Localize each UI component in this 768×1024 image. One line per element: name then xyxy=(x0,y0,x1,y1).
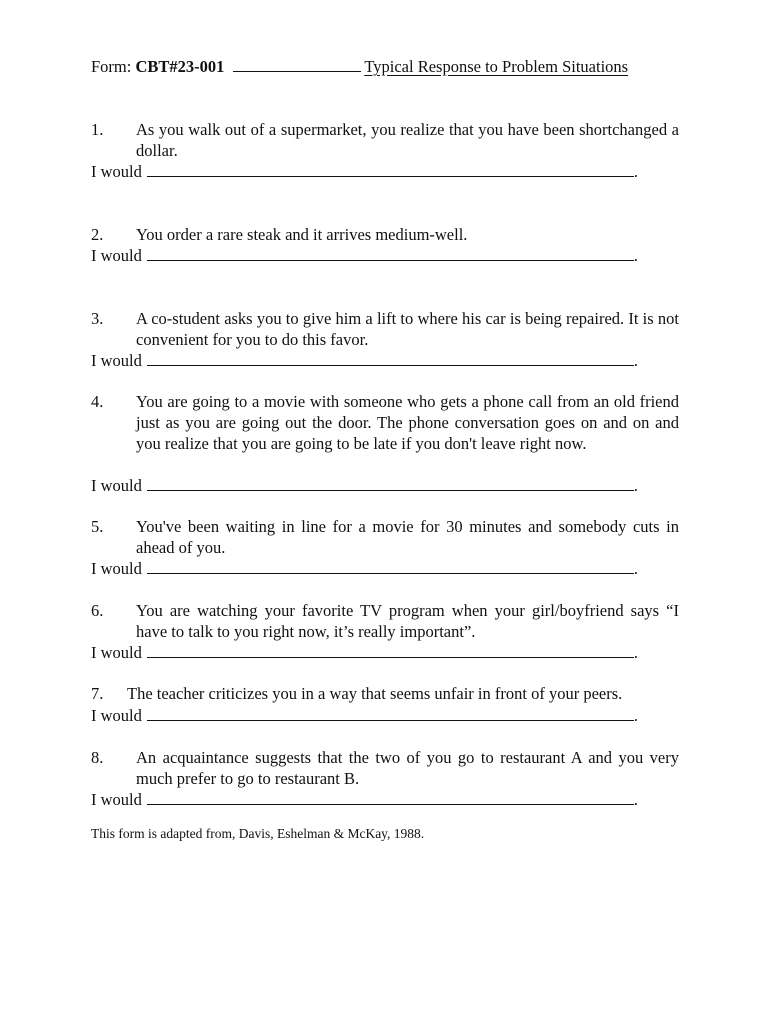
answer-prompt: I would xyxy=(91,559,142,578)
answer-end: . xyxy=(633,643,638,662)
answer-line-8[interactable] xyxy=(91,789,651,810)
question-number: 5. xyxy=(91,517,104,536)
answer-line-4[interactable] xyxy=(91,475,651,496)
question-number: 3. xyxy=(91,309,104,328)
answer-end: . xyxy=(633,476,638,495)
answer-blank[interactable] xyxy=(147,351,634,366)
answer-line-2[interactable] xyxy=(91,245,651,266)
answer-prompt: I would xyxy=(91,246,142,265)
form-header xyxy=(91,56,651,78)
answer-prompt: I would xyxy=(91,476,142,495)
question-text: You are going to a movie with someone who gets a phone call from an old friend just as you are going out the door. The phone conversation goes on and on and you realize that you are going to be late if you don't leave right now. xyxy=(136,392,679,453)
question-number: 4. xyxy=(91,392,104,411)
source-footnote: This form is adapted from, Davis, Eshelman & McKay, 1988. xyxy=(91,826,425,841)
question-item-6 xyxy=(91,600,679,642)
question-text: You've been waiting in line for a movie for 30 minutes and somebody cuts in ahead of you. xyxy=(136,517,679,557)
question-item-2 xyxy=(91,224,679,245)
answer-end: . xyxy=(633,162,638,181)
question-number: 8. xyxy=(91,748,104,767)
answer-end: . xyxy=(633,559,638,578)
answer-blank[interactable] xyxy=(147,162,634,177)
answer-blank[interactable] xyxy=(147,706,634,721)
header-blank-line xyxy=(233,56,361,72)
form-title: Typical Response to Problem Situations xyxy=(364,57,629,76)
question-number: 7. xyxy=(91,684,104,703)
answer-blank[interactable] xyxy=(147,643,634,658)
question-item-5 xyxy=(91,516,679,558)
answer-prompt: I would xyxy=(91,790,142,809)
answer-blank[interactable] xyxy=(147,559,634,574)
question-text: The teacher criticizes you in a way that seems unfair in front of your peers. xyxy=(127,684,623,703)
question-number: 1. xyxy=(91,120,104,139)
question-number: 6. xyxy=(91,601,104,620)
form-label: Form: xyxy=(91,57,132,76)
question-item-7 xyxy=(91,683,679,704)
answer-prompt: I would xyxy=(91,351,142,370)
question-item-4 xyxy=(91,391,679,454)
question-number: 2. xyxy=(91,225,104,244)
question-text: You order a rare steak and it arrives medium-well. xyxy=(136,225,468,244)
answer-line-3[interactable] xyxy=(91,350,651,371)
answer-line-7[interactable] xyxy=(91,705,651,726)
answer-blank[interactable] xyxy=(147,476,634,491)
form-code: CBT#23-001 xyxy=(135,57,225,76)
answer-line-1[interactable] xyxy=(91,161,651,182)
answer-blank[interactable] xyxy=(147,790,634,805)
answer-line-5[interactable] xyxy=(91,558,651,579)
answer-end: . xyxy=(633,790,638,809)
question-text: A co-student asks you to give him a lift to where his car is being repaired. It is not convenient for you to do this favor. xyxy=(136,309,679,349)
answer-blank[interactable] xyxy=(147,246,634,261)
question-text: An acquaintance suggests that the two of you go to restaurant A and you very much prefer to go to restaurant B. xyxy=(136,748,679,788)
answer-end: . xyxy=(633,706,638,725)
question-item-1 xyxy=(91,119,679,161)
answer-end: . xyxy=(633,246,638,265)
answer-prompt: I would xyxy=(91,643,142,662)
question-text: As you walk out of a supermarket, you realize that you have been shortchanged a dollar. xyxy=(136,120,679,160)
answer-line-6[interactable] xyxy=(91,642,651,663)
answer-prompt: I would xyxy=(91,162,142,181)
question-item-3 xyxy=(91,308,679,350)
question-item-8 xyxy=(91,747,679,789)
answer-prompt: I would xyxy=(91,706,142,725)
answer-end: . xyxy=(633,351,638,370)
question-text: You are watching your favorite TV program when your girl/boyfriend says “I have to talk to you right now, it’s really important”. xyxy=(136,601,679,641)
